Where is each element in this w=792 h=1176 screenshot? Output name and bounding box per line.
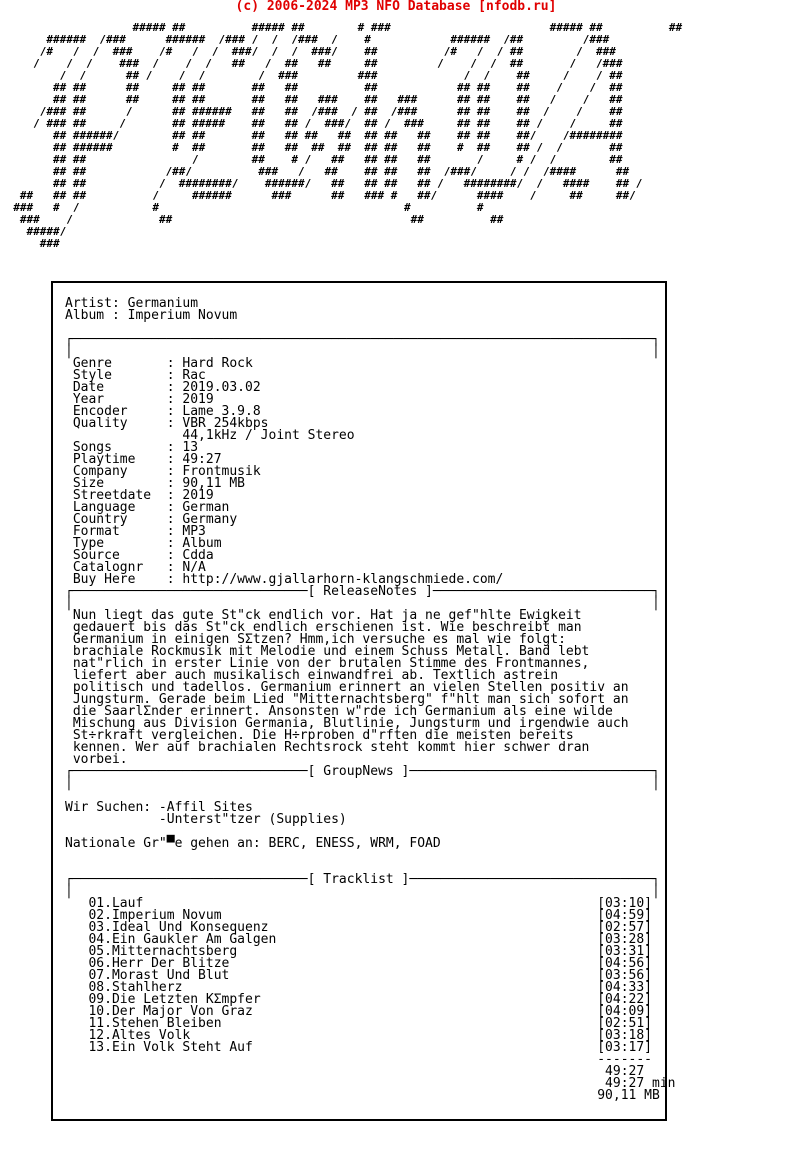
nfo-line: 09.Die Letzten KΣmpfer [04:22] bbox=[65, 992, 652, 1007]
nfo-line: Company : Frontmusik bbox=[65, 464, 261, 479]
nfo-line: Encoder : Lame 3.9.8 bbox=[65, 404, 261, 419]
nfo-line: Mischung aus Division Germania, Blutlinie, Jungsturm und irgendwie auch bbox=[65, 716, 629, 731]
nfo-line: 07.Morast Und Blut [03:56] bbox=[65, 968, 652, 983]
nfo-line: │ │ bbox=[65, 776, 660, 791]
nfo-line: │ │ bbox=[65, 344, 660, 359]
nfo-line: liefert aber auch musikalisch einwandfrei ab. Textlich astrein bbox=[65, 668, 559, 683]
nfo-line: 49:27 min bbox=[65, 1076, 676, 1091]
nfo-line: Type : Album bbox=[65, 536, 222, 551]
nfo-line: ┌──────────────────────────────[ ReleaseNotes ]────────────────────────────┐ bbox=[65, 584, 660, 599]
nfo-line: Size : 90,11 MB bbox=[65, 476, 246, 491]
nfo-line: 02.Imperium Novum [04:59] bbox=[65, 908, 652, 923]
nfo-line: Format : MP3 bbox=[65, 524, 206, 539]
nfo-line: Germanium in einigen SΣtzen? Hmm,ich versuche es mal wie folgt: bbox=[65, 632, 566, 647]
nfo-line: 01.Lauf [03:10] bbox=[65, 896, 652, 911]
nfo-line: ------- bbox=[65, 1052, 652, 1067]
nfo-line: 04.Ein Gaukler Am Galgen [03:28] bbox=[65, 932, 652, 947]
nfo-line: Genre : Hard Rock bbox=[65, 356, 253, 371]
nfo-line: Date : 2019.03.02 bbox=[65, 380, 261, 395]
nfo-line: Buy Here : http://www.gjallarhorn-klangschmiede.com/ bbox=[65, 572, 504, 587]
nfo-line: Album : Imperium Novum bbox=[65, 308, 238, 323]
nfo-line: 90,11 MB bbox=[65, 1088, 660, 1103]
nfo-line: gedauert bis das St"ck endlich erschienen ist. Wie beschreibt man bbox=[65, 620, 582, 635]
nfo-line: Artist: Germanium bbox=[65, 296, 199, 311]
nfo-line: 08.Stahlherz [04:33] bbox=[65, 980, 652, 995]
nfo-line: 11.Stehen Bleiben [02:51] bbox=[65, 1016, 652, 1031]
nfo-line: │ │ bbox=[65, 884, 660, 899]
nfo-line: Wir Suchen: -Affil Sites bbox=[65, 800, 253, 815]
nfo-line: politisch und tadellos. Germanium erinnert an vielen Stellen positiv an bbox=[65, 680, 629, 695]
nfo-line: Jungsturm. Gerade beim Lied "Mitternachtsberg" f"hlt man sich sofort an bbox=[65, 692, 629, 707]
nfo-line: Country : Germany bbox=[65, 512, 238, 527]
ascii-art-logo: ##### ## ##### ## # ### ##### ## ## ###### /### ###### /### / / /### / # ###### /## /### /# / / ### /# / / ###/ / / ###/ ## /# / / ## / ### / / / ### / / / ## / ## ## ## / / / ## / /### / / ## / / / / ### ### / / ## / / ## ## ## ## ## ## ## ## ## ## ## ## / / ## ## ## ## ## ## ## ## ### ## ### ## ## ## / / ## /### ## / ## ###### ## ## /### / ## /### ## ## ## / / ## / ### ## / ## ##### ## ## / ###/ ## / ### ## ## ## / / ## ## ######/ ## ## ## ## ## ## ## ## ## ## ## ##/ /######## ## ###### # ## ## ## ## ## ## ## ## # ## ## / / ## ## ## / ## # / ## ## ## ## / # / / ## ## ## /##/ ### / ## ## ## ## /###/ / / /#### ## ## ## / ########/ ######/ ## ## ## ## / ########/ / #### ## / ## ## ## / ###### ### ## ### # ##/ #### / ## ##/ ### # / # # # ### / ## ## ## #####/ ### bbox=[13, 21, 683, 250]
nfo-line: die SaarlΣnder erinnert. Ansonsten w"rde ich Germanium als eine wilde bbox=[65, 704, 613, 719]
nfo-line: 12.Altes Volk [03:18] bbox=[65, 1028, 652, 1043]
nfo-line: kennen. Wer auf brachialen Rechtsrock steht kommt hier schwer dran bbox=[65, 740, 590, 755]
site-copyright: (c) 2006-2024 MP3 NFO Database [nfodb.ru] bbox=[235, 0, 557, 14]
nfo-line: St÷rkraft vergleichen. Die H÷rproben d"rften die meisten bereits bbox=[65, 728, 574, 743]
nfo-line: Songs : 13 bbox=[65, 440, 199, 455]
nfo-text bbox=[65, 298, 675, 1102]
nfo-line: Source : Cdda bbox=[65, 548, 214, 563]
nfo-line: 06.Herr Der Blitze [04:56] bbox=[65, 956, 652, 971]
nfo-line: -Unterst"tzer (Supplies) bbox=[65, 812, 347, 827]
nfo-line: nat"rlich in erster Linie von der brutalen Stimme des Frontmannes, bbox=[65, 656, 590, 671]
nfo-line: vorbei. bbox=[65, 752, 128, 767]
nfo-line: Style : Rac bbox=[65, 368, 206, 383]
nfo-line: 49:27 bbox=[65, 1064, 645, 1079]
nfo-line: 03.Ideal Und Konsequenz [02:57] bbox=[65, 920, 652, 935]
nfo-line: Streetdate : 2019 bbox=[65, 488, 214, 503]
nfo-line: ┌──────────────────────────────[ Tracklist ]───────────────────────────────┐ bbox=[65, 872, 660, 887]
nfo-line: 05.Mitternachtsberg [03:31] bbox=[65, 944, 652, 959]
nfo-line: Quality : VBR 254kbps bbox=[65, 416, 269, 431]
nfo-line: brachiale Rockmusik mit Melodie und einem Schuss Metall. Band lebt bbox=[65, 644, 590, 659]
nfo-line: ┌──────────────────────────────[ GroupNews ]───────────────────────────────┐ bbox=[65, 764, 660, 779]
nfo-line: Playtime : 49:27 bbox=[65, 452, 222, 467]
nfo-line: 10.Der Major Von Graz [04:09] bbox=[65, 1004, 652, 1019]
nfo-line: │ │ bbox=[65, 596, 660, 611]
nfo-line: 44,1kHz / Joint Stereo bbox=[65, 428, 355, 443]
nfo-line: Language : German bbox=[65, 500, 230, 515]
nfo-line: Nationale Gr"▀e gehen an: BERC, ENESS, WRM, FOAD bbox=[65, 836, 441, 851]
nfo-line: Year : 2019 bbox=[65, 392, 214, 407]
nfo-line: Nun liegt das gute St"ck endlich vor. Hat ja ne gef"hlte Ewigkeit bbox=[65, 608, 582, 623]
nfo-line: Catalognr : N/A bbox=[65, 560, 206, 575]
nfo-line: 13.Ein Volk Steht Auf [03:17] bbox=[65, 1040, 652, 1055]
nfo-line: ┌──────────────────────────────────────────────────────────────────────────┐ bbox=[65, 332, 660, 347]
